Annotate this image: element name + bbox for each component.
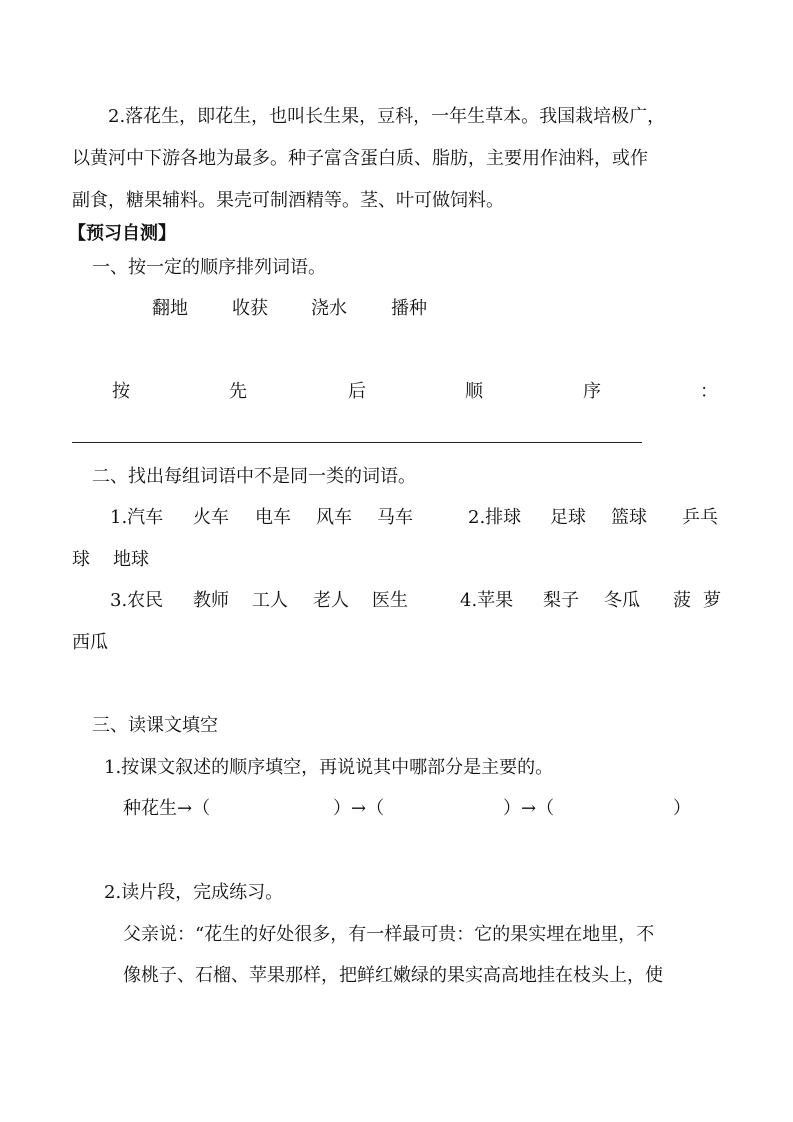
q2-word: 医生 <box>372 590 408 611</box>
q3-chain-start: 种花生→（ <box>123 798 211 819</box>
q2-word: 西瓜 <box>72 632 108 653</box>
q2-word: 地球 <box>113 549 149 570</box>
q1-title: 一、按一定的顺序排列词语。 <box>92 257 326 278</box>
q2-word: 乒乓 <box>682 507 718 528</box>
q1-word: 收获 <box>232 298 268 319</box>
q2-group4-label: 4.苹果 <box>460 590 514 611</box>
q2-word: 教师 <box>193 590 229 611</box>
q2-word: 萝 <box>703 590 721 611</box>
q2-word: 菠 <box>673 590 691 611</box>
q2-word: 火车 <box>193 507 229 528</box>
q3-sub1: 1.按课文叙述的顺序填空，再说说其中哪部分是主要的。 <box>104 757 554 778</box>
q2-title: 二、找出每组词语中不是同一类的词语。 <box>92 466 416 487</box>
q2-word: 风车 <box>316 507 352 528</box>
q3-chain-mid1: ）→（ <box>333 798 385 819</box>
q1-order-char: 先 <box>229 381 247 402</box>
q1-answer-line[interactable] <box>72 442 642 443</box>
q3-chain-end: ） <box>673 798 691 819</box>
q3-chain-mid2: ）→（ <box>503 798 555 819</box>
q1-order-char: 后 <box>348 381 366 402</box>
q2-group2-label: 2.排球 <box>468 507 522 528</box>
section-title: 【预习自测】 <box>68 223 176 244</box>
q3-passage-line-2: 像桃子、石榴、苹果那样，把鲜红嫩绿的果实高高地挂在枝头上，使 <box>123 965 663 986</box>
q2-word: 冬瓜 <box>604 590 640 611</box>
intro-line-3: 副食，糖果辅料。果壳可制酒精等。茎、叶可做饲料。 <box>72 190 504 211</box>
q2-word: 篮球 <box>611 507 647 528</box>
q3-title: 三、读课文填空 <box>92 715 218 736</box>
q2-word: 足球 <box>550 507 586 528</box>
intro-line-2: 以黄河中下游各地为最多。种子富含蛋白质、脂肪，主要用作油料，或作 <box>72 148 648 169</box>
q2-word: 马车 <box>377 507 413 528</box>
q1-order-char: 序 <box>583 381 601 402</box>
q3-sub2: 2.读片段，完成练习。 <box>104 882 284 903</box>
q2-word: 老人 <box>313 590 349 611</box>
q2-word: 梨子 <box>543 590 579 611</box>
q1-order-char: 顺 <box>465 381 483 402</box>
q1-word: 播种 <box>391 298 427 319</box>
q1-order-char: 按 <box>112 381 130 402</box>
q1-order-char: ： <box>700 381 718 402</box>
q1-word: 翻地 <box>152 298 188 319</box>
intro-line-1: 2.落花生，即花生，也叫长生果，豆科，一年生草本。我国栽培极广， <box>108 106 666 127</box>
q3-passage-line-1: 父亲说：“花生的好处很多，有一样最可贵：它的果实埋在地里，不 <box>123 924 655 945</box>
q2-word: 电车 <box>255 507 291 528</box>
q2-word: 工人 <box>252 590 288 611</box>
q2-word: 球 <box>72 549 90 570</box>
q2-group1-label: 1.汽车 <box>110 507 164 528</box>
q1-word: 浇水 <box>311 298 347 319</box>
q2-group3-label: 3.农民 <box>110 590 164 611</box>
